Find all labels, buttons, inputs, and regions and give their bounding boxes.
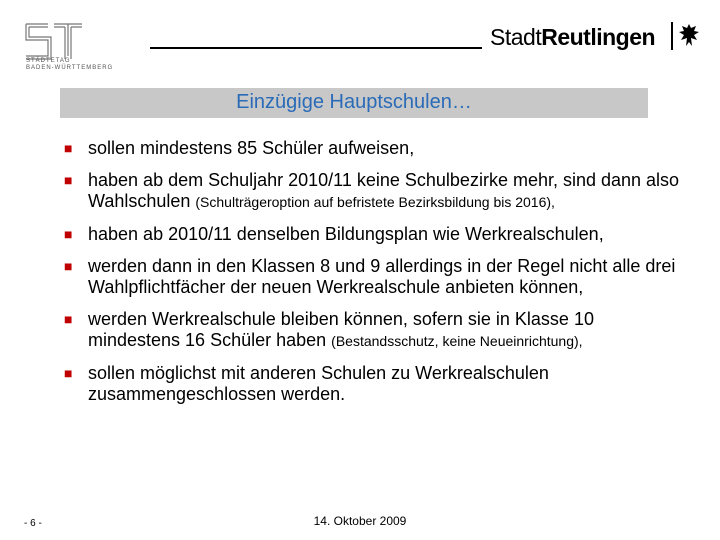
brand-part-1: Stadt	[490, 24, 542, 50]
bullet-marker-icon: ■	[64, 311, 73, 327]
bullet-note: (Schulträgeroption auf befristete Bezirksbildung bis 2016),	[195, 194, 555, 210]
bullet-marker-icon: ■	[64, 226, 73, 242]
bullet-list	[62, 138, 682, 416]
list-item	[62, 224, 682, 245]
list-item	[62, 256, 682, 298]
slide-title: Einzügige Hauptschulen…	[236, 91, 472, 113]
brand-wordmark	[490, 24, 655, 51]
staedtetag-logo-icon	[24, 20, 84, 60]
bullet-text: haben ab 2010/11 denselben Bildungsplan wie Werkrealschulen,	[88, 224, 604, 244]
footer-date: 14. Oktober 2009	[313, 514, 407, 528]
bullet-marker-icon: ■	[64, 365, 73, 381]
bullet-text: sollen mindestens 85 Schüler aufweisen,	[88, 138, 415, 158]
bullet-marker-icon: ■	[64, 140, 73, 156]
bullet-marker-icon: ■	[64, 258, 73, 274]
title-bar	[60, 88, 648, 118]
bullet-note: (Bestandsschutz, keine Neueinrichtung),	[331, 333, 583, 349]
bullet-text: werden dann in den Klassen 8 und 9 allerdings in der Regel nicht alle drei Wahlpflichtfächer der neuen Werkrealschule anbieten können,	[88, 256, 676, 297]
logo-caption-line-1: STÄDTETAG	[26, 58, 71, 64]
logo-caption-line-2: BADEN-WÜRTTEMBERG	[26, 65, 114, 71]
bullet-marker-icon: ■	[64, 172, 73, 188]
list-item	[62, 309, 682, 352]
list-item	[62, 138, 682, 159]
eagle-crest-icon	[678, 22, 700, 50]
header-divider	[150, 47, 482, 49]
list-item	[62, 170, 682, 213]
list-item	[62, 363, 682, 405]
logo-caption	[26, 58, 113, 72]
bullet-text: sollen möglichst mit anderen Schulen zu Werkrealschulen zusammengeschlossen werden.	[88, 363, 549, 404]
bullet-text: werden Werkrealschule bleiben können, sofern sie in Klasse 10 mindestens 16 Schüler haben	[88, 309, 594, 350]
bullet-text: haben ab dem Schuljahr 2010/11 keine Schulbezirke mehr, sind dann also Wahlschulen	[88, 170, 680, 211]
page-number: - 6 -	[24, 518, 42, 529]
brand-part-2: Reutlingen	[541, 24, 656, 50]
brand-separator	[671, 22, 673, 50]
